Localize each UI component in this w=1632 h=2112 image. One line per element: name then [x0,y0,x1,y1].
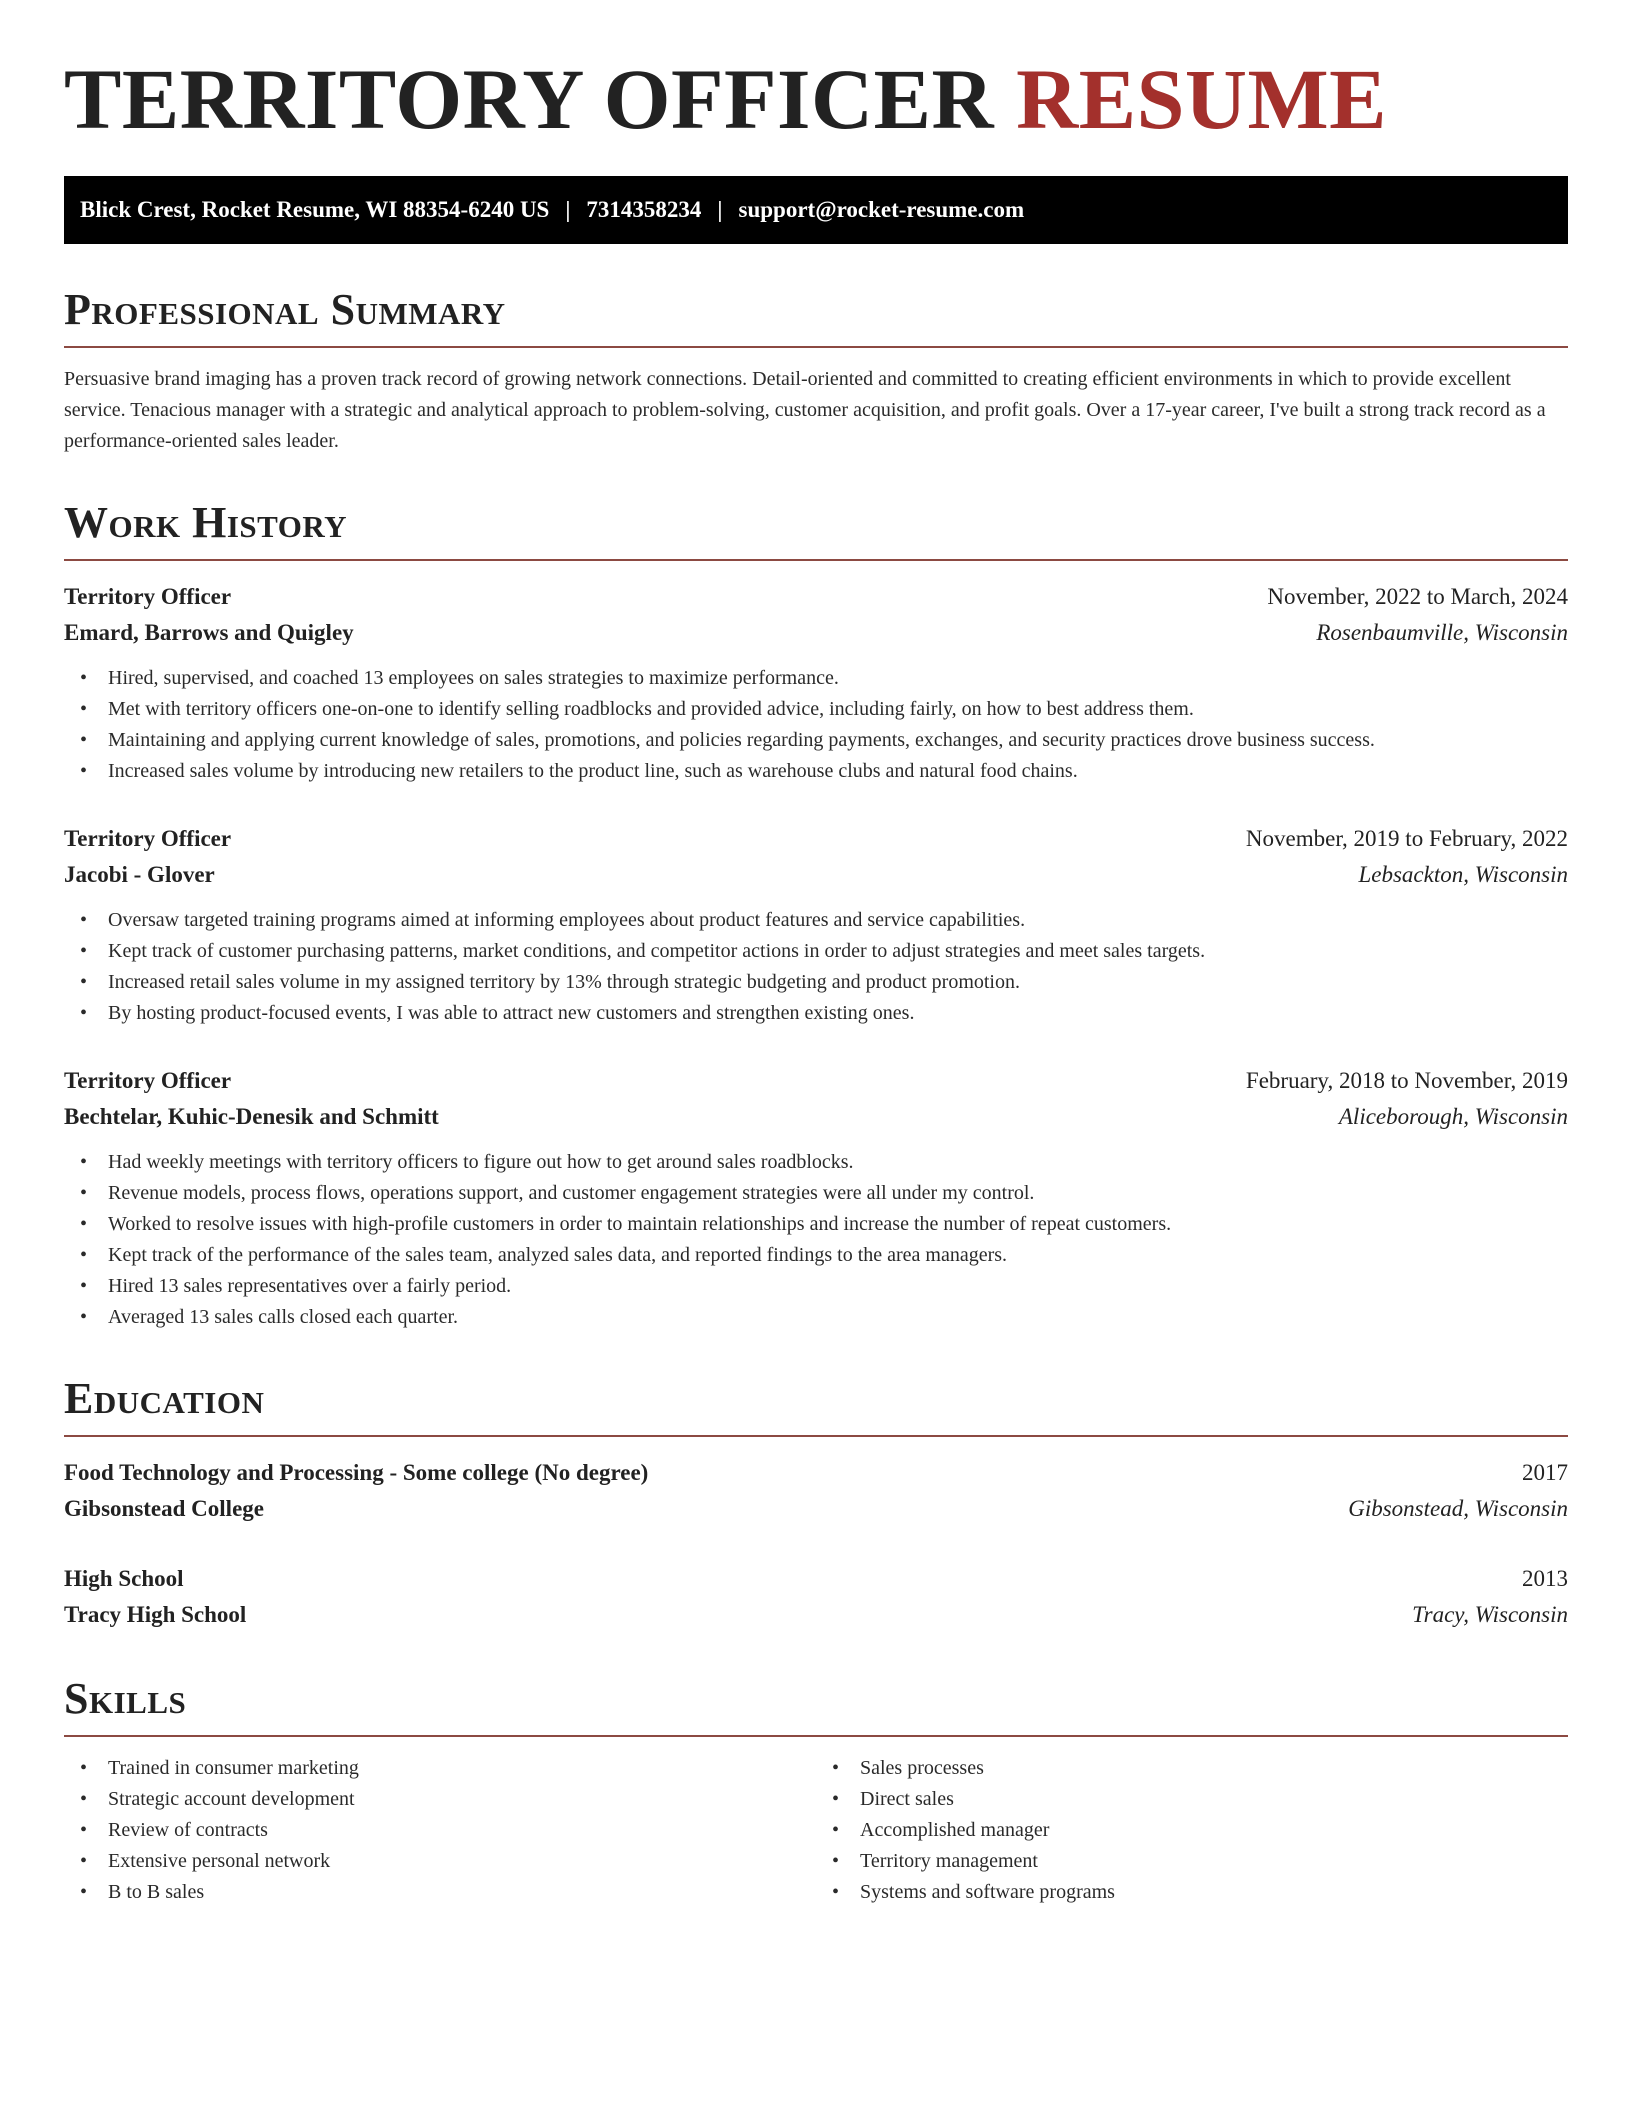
skill-text: Strategic account development [108,1788,355,1810]
job-bullet-text: By hosting product-focused events, I was able to attract new customers and strengthen existing ones. [108,1002,915,1024]
education-year: 2013 [1522,1566,1568,1591]
job-bullet [80,967,1568,998]
job-bullet [80,1302,1568,1333]
bullet-icon: • [80,760,88,782]
resume-title [64,51,1568,147]
bullet-icon: • [80,971,88,993]
bullet-icon: • [80,1788,88,1810]
job-bullet [80,905,1568,936]
skill-item [832,1877,1568,1908]
bullet-icon: • [80,1275,88,1297]
bullet-icon: • [80,940,88,962]
skill-text: Territory management [860,1850,1038,1872]
job-title-row [64,1063,1568,1099]
job-title-row [64,821,1568,857]
job-bullet-text: Averaged 13 sales calls closed each quarter. [108,1306,459,1328]
job-entry [64,1063,1568,1333]
job-bullet-text: Kept track of customer purchasing patterns, market conditions, and competitor actions in order to adjust strategies and meet sales targets. [108,940,1206,962]
job-bullets [64,1147,1568,1333]
job-bullet [80,725,1568,756]
skills-grid [64,1753,1568,1908]
skills-column-left [64,1753,816,1908]
job-bullet-text: Hired 13 sales representatives over a fairly period. [108,1275,512,1297]
education-degree: High School [64,1566,184,1591]
job-bullet-text: Kept track of the performance of the sales team, analyzed sales data, and reported findings to the area managers. [108,1244,1008,1266]
skill-text: Extensive personal network [108,1850,331,1872]
job-title: Territory Officer [64,1068,232,1093]
bullet-icon: • [832,1788,840,1810]
education-heading: Education [64,1377,1568,1437]
skill-item [832,1753,1568,1784]
job-company: Bechtelar, Kuhic-Denesik and Schmitt [64,1104,439,1129]
job-bullet-text: Maintaining and applying current knowledge of sales, promotions, and policies regarding payments, exchanges, and security practices drove business success. [108,729,1375,751]
education-school-row [64,1491,1568,1527]
skill-text: B to B sales [108,1881,205,1903]
skill-item [832,1815,1568,1846]
bullet-icon: • [80,1244,88,1266]
bullet-icon: • [832,1850,840,1872]
contact-address: Blick Crest, Rocket Resume, WI 88354-6240 US [80,197,550,222]
education-location: Gibsonstead, Wisconsin [1348,1496,1568,1521]
job-bullet [80,1240,1568,1271]
education-degree: Food Technology and Processing - Some college (No degree) [64,1460,649,1485]
bullet-icon: • [80,1182,88,1204]
contact-phone: 7314358234 [586,197,702,222]
job-title-row [64,579,1568,615]
skill-text: Sales processes [860,1757,984,1779]
job-bullet [80,1209,1568,1240]
job-bullet [80,694,1568,725]
education-school: Tracy High School [64,1602,247,1627]
bullet-icon: • [80,1881,88,1903]
job-bullet-text: Oversaw targeted training programs aimed at informing employees about product features and service capabilities. [108,909,1026,931]
summary-text: Persuasive brand imaging has a proven track record of growing network connections. Detail-oriented and committed to creating efficient environments in which to provide excellent service. Tenacious manager with a strategic and analytical approach to problem-solving, customer acquisition, and profit goals. Over a 17-year career, I've built a strong track record as a performance-oriented sales leader. [64,368,1546,452]
job-company-row [64,857,1568,893]
education-location: Tracy, Wisconsin [1412,1602,1568,1627]
job-bullets [64,663,1568,787]
job-title: Territory Officer [64,584,232,609]
job-company: Emard, Barrows and Quigley [64,620,354,645]
job-title: Territory Officer [64,826,232,851]
job-bullet-text: Increased retail sales volume in my assigned territory by 13% through strategic budgeting and product promotion. [108,971,1020,993]
bullet-icon: • [80,1306,88,1328]
job-bullets [64,905,1568,1029]
bullet-icon: • [80,698,88,720]
job-bullet-text: Increased sales volume by introducing new retailers to the product line, such as warehouse clubs and natural food chains. [108,760,1078,782]
job-bullet [80,663,1568,694]
bullet-icon: • [80,1213,88,1235]
skill-item [832,1846,1568,1877]
job-bullet-text: Met with territory officers one-on-one to identify selling roadblocks and provided advice, including fairly, on how to best address them. [108,698,1194,720]
job-bullet [80,1271,1568,1302]
resume-title-accent: RESUME [1016,51,1388,147]
job-entry [64,579,1568,787]
contact-separator: | [565,197,571,222]
job-location: Rosenbaumville, Wisconsin [1316,620,1568,645]
skill-item [80,1753,816,1784]
skill-item [80,1877,816,1908]
job-dates: February, 2018 to November, 2019 [1245,1068,1568,1093]
contact-separator: | [717,197,723,222]
job-entry [64,821,1568,1029]
job-company: Jacobi - Glover [64,862,215,887]
education-entry [64,1561,1568,1633]
job-bullet-text: Revenue models, process flows, operations support, and customer engagement strategies were all under my control. [108,1182,1035,1204]
skill-item [80,1815,816,1846]
skills-heading: Skills [64,1677,1568,1737]
education-year: 2017 [1522,1460,1568,1485]
bullet-icon: • [80,729,88,751]
job-bullet [80,936,1568,967]
bullet-icon: • [80,1151,88,1173]
skills-list [816,1753,1568,1908]
job-dates: November, 2022 to March, 2024 [1267,584,1568,609]
job-bullet-text: Had weekly meetings with territory officers to figure out how to get around sales roadblocks. [108,1151,854,1173]
job-bullet [80,1178,1568,1209]
education-entry [64,1455,1568,1527]
job-location: Lebsackton, Wisconsin [1358,862,1568,887]
bullet-icon: • [832,1819,840,1841]
education-degree-row [64,1561,1568,1597]
education-school-row [64,1597,1568,1633]
bullet-icon: • [80,1819,88,1841]
job-dates: November, 2019 to February, 2022 [1245,826,1568,851]
skill-text: Direct sales [860,1788,954,1810]
job-location: Aliceborough, Wisconsin [1338,1104,1568,1129]
bullet-icon: • [80,909,88,931]
education-school: Gibsonstead College [64,1496,264,1521]
skill-item [80,1846,816,1877]
bullet-icon: • [80,1850,88,1872]
skill-item [80,1784,816,1815]
skill-text: Review of contracts [108,1819,268,1841]
job-bullet [80,1147,1568,1178]
job-bullet-text: Hired, supervised, and coached 13 employees on sales strategies to maximize performance. [108,667,839,689]
contact-email: support@rocket-resume.com [738,197,1025,222]
skill-item [832,1784,1568,1815]
bullet-icon: • [80,1757,88,1779]
bullet-icon: • [832,1757,840,1779]
contact-bar [64,176,1568,244]
skill-text: Accomplished manager [860,1819,1050,1841]
skill-text: Trained in consumer marketing [108,1757,359,1779]
summary-heading: Professional Summary [64,288,1568,348]
skills-list [64,1753,816,1908]
job-bullet [80,998,1568,1029]
education-degree-row [64,1455,1568,1491]
resume-title-main: TERRITORY OFFICER [64,51,995,147]
work-history-heading: Work History [64,501,1568,561]
job-company-row [64,1099,1568,1135]
skill-text: Systems and software programs [860,1881,1115,1903]
bullet-icon: • [80,667,88,689]
job-bullet [80,756,1568,787]
skills-column-right [816,1753,1568,1908]
bullet-icon: • [80,1002,88,1024]
bullet-icon: • [832,1881,840,1903]
job-company-row [64,615,1568,651]
job-bullet-text: Worked to resolve issues with high-profile customers in order to maintain relationships and increase the number of repeat customers. [108,1213,1172,1235]
